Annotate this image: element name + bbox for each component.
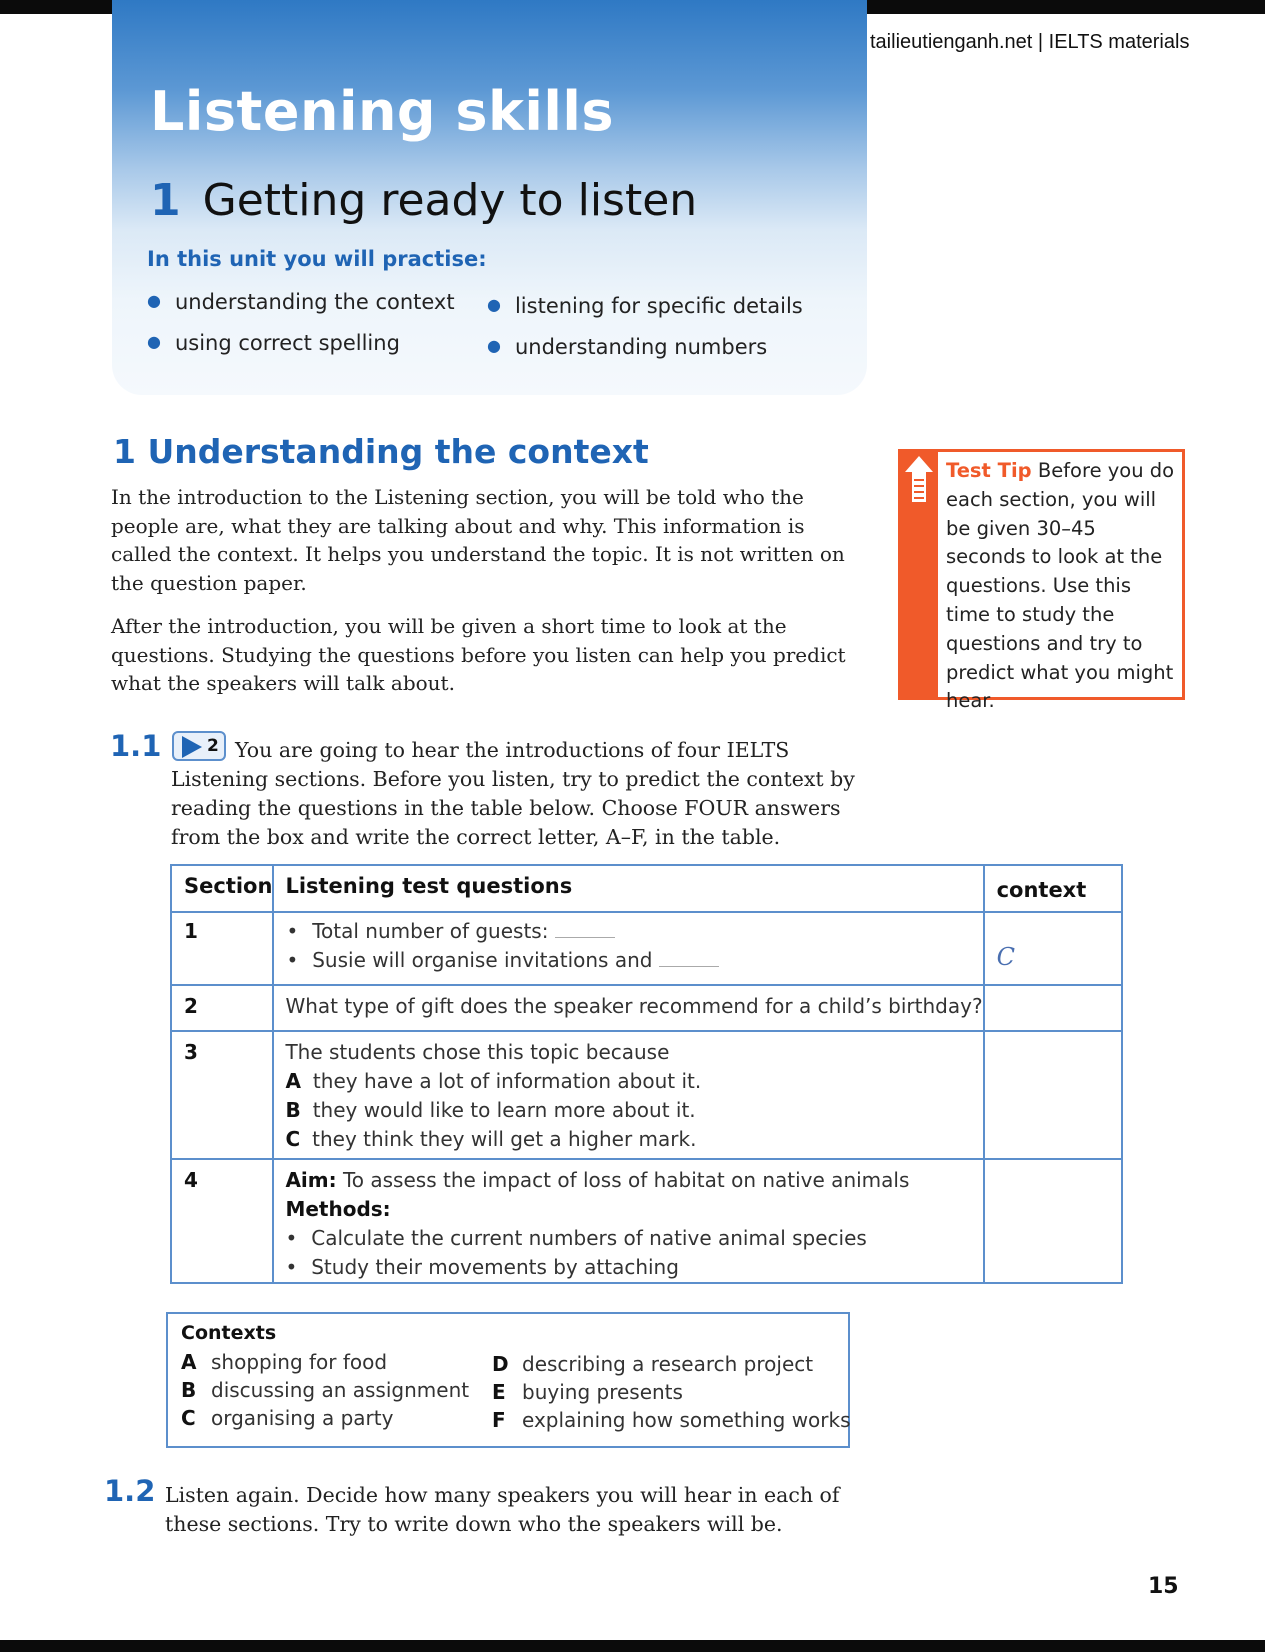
option-line: A they have a lot of information about it. <box>285 1069 702 1093</box>
scan-bottom-edge <box>0 1640 1265 1652</box>
page-title: Listening skills <box>150 80 615 143</box>
answer-cell[interactable] <box>984 1031 1122 1159</box>
context-option: D describing a research project <box>492 1352 814 1376</box>
question-bullet: • Susie will organise invitations and <box>286 946 982 975</box>
exercise-number: 1.2 <box>104 1474 156 1508</box>
question-bullet: • Total number of guests: <box>286 917 982 946</box>
column-header: Listening test questions <box>273 865 983 912</box>
question-cell: The students chose this topic because A they have a lot of information about it. B they would like to learn more about it. C they think they will get a higher mark. <box>273 1031 983 1159</box>
watermark: tailieutienganh.net | IELTS materials <box>870 31 1190 53</box>
unit-number: 1 <box>150 175 181 226</box>
answer-cell[interactable] <box>984 912 1122 985</box>
audio-track-button[interactable] <box>172 731 226 761</box>
instruction-line: reading the questions in the table below. Choose FOUR answers <box>171 796 841 820</box>
unit-title: Getting ready to listen <box>202 175 698 226</box>
unit-heading <box>150 175 697 226</box>
practise-bullet: ● using correct spelling <box>147 331 400 355</box>
answer-cell[interactable] <box>984 1159 1122 1283</box>
section-cell: 2 <box>171 985 273 1031</box>
section-heading: 1 Understanding the context <box>113 432 649 471</box>
bullet-icon: ● <box>487 336 501 355</box>
tip-label: Test Tip <box>946 459 1032 482</box>
option-line: C they think they will get a higher mark. <box>285 1127 697 1151</box>
tip-body: Before you do each section, you will be given 30–45 seconds to look at the questions. Use this time to study the questions and try to predict what you might hear. <box>946 459 1175 713</box>
tip-text <box>946 457 1178 716</box>
option-line: B they would like to learn more about it. <box>285 1098 696 1122</box>
question-bullet: • Study their movements by attaching <box>285 1255 679 1279</box>
questions-table <box>170 864 1123 1284</box>
intro-paragraph-2: After the introduction, you will be given a short time to look at the questions. Studying the questions before you listen can help you predict what the speakers will talk about. <box>111 614 846 695</box>
table-row <box>171 912 1122 985</box>
intro-paragraph: In the introduction to the Listening section, you will be told who the people are, what they are talking about and why. This information is called the context. It helps you understand the topic. It is not written on the question paper. <box>111 485 845 595</box>
arrow-up-icon <box>901 452 938 512</box>
instruction-line: Listening sections. Before you listen, try to predict the context by <box>171 767 855 791</box>
section-cell: 4 <box>171 1159 273 1283</box>
question-cell: Aim: To assess the impact of loss of habitat on native animals Methods: • Calculate the current numbers of native animal species • Study their movements by attaching <box>273 1159 983 1283</box>
question-cell: What type of gift does the speaker recommend for a child’s birthday? <box>273 985 983 1031</box>
bullet-icon: ● <box>487 295 501 314</box>
contexts-heading: Contexts <box>181 1322 277 1344</box>
instruction-line: these sections. Try to write down who the speakers will be. <box>165 1512 783 1536</box>
practise-bullet: ● understanding the context <box>147 290 455 314</box>
instruction-line: You are going to hear the introductions of four IELTS <box>235 738 790 762</box>
practise-heading: In this unit you will practise: <box>147 247 487 271</box>
context-option: C organising a party <box>181 1406 394 1430</box>
practise-bullet: ● understanding numbers <box>487 335 768 359</box>
instruction-line: from the box and write the correct letter, A–F, in the table. <box>171 825 781 849</box>
practise-bullet: ● listening for specific details <box>487 294 803 318</box>
context-option: E buying presents <box>492 1380 683 1404</box>
contexts-box <box>166 1312 850 1448</box>
table-row <box>171 1159 1122 1283</box>
table-header-row <box>171 865 1122 912</box>
column-header: Section <box>171 865 273 912</box>
exercise-number: 1.1 <box>110 729 162 763</box>
tip-sidebar <box>901 452 938 697</box>
answer-cell[interactable] <box>984 985 1122 1031</box>
section-cell: 1 <box>171 912 273 985</box>
question-bullet: • Calculate the current numbers of native animal species <box>285 1226 867 1250</box>
instruction-line: Listen again. Decide how many speakers you will hear in each of <box>165 1483 840 1507</box>
context-option: B discussing an assignment <box>181 1378 470 1402</box>
table-row <box>171 1031 1122 1159</box>
test-tip-box <box>898 449 1185 713</box>
bullet-icon: ● <box>147 332 161 351</box>
column-header: context <box>984 865 1122 912</box>
bullet-icon: ● <box>147 291 161 310</box>
question-cell <box>273 912 983 985</box>
play-icon <box>178 734 206 760</box>
section-cell: 3 <box>171 1031 273 1159</box>
context-option: A shopping for food <box>181 1350 388 1374</box>
handwritten-answer: C <box>996 943 1015 971</box>
context-option: F explaining how something works <box>492 1408 851 1432</box>
track-number: 2 <box>207 736 219 756</box>
table-row <box>171 985 1122 1031</box>
page-number: 15 <box>1148 1574 1179 1599</box>
